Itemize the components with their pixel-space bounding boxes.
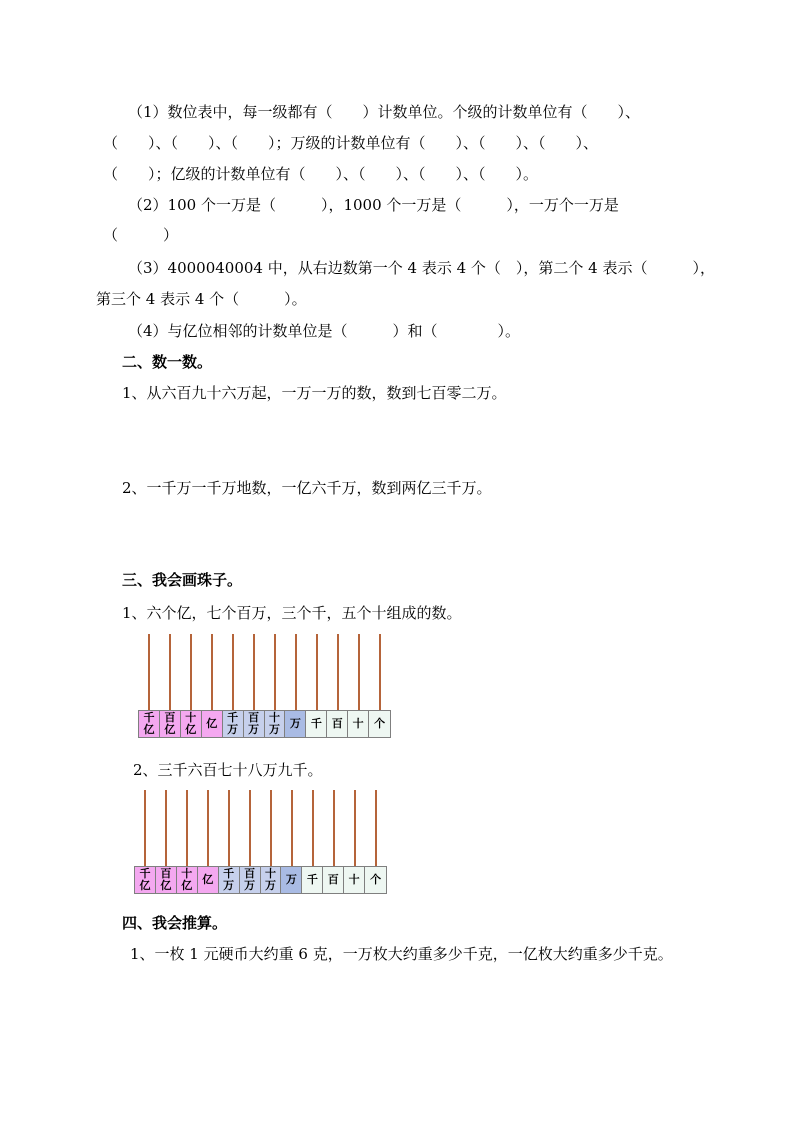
place-value-cell [198,867,219,893]
abacus-rod [291,790,293,866]
abacus-rod [270,790,272,866]
abacus-rod [169,634,171,710]
place-value-cell [327,711,348,737]
place-value-label-bottom: 万 [223,879,235,892]
place-value-label-bottom: 亿 [185,723,197,736]
question-1-line-1: （1）数位表中，每一级都有（ ）计数单位。个级的计数单位有（ ）、 [128,103,641,121]
place-value-cell [244,711,265,737]
abacus-rod [333,790,335,866]
place-value-label-top: 亿 [202,873,214,886]
place-value-label-top: 十 [268,711,280,724]
abacus-rod [207,790,209,866]
abacus-rod [186,790,188,866]
abacus-rod [295,634,297,710]
place-value-cell [365,867,386,893]
place-value-label-bottom: 万 [264,879,276,892]
question-2-line-2: （ ） [103,226,179,244]
abacus-rod [316,634,318,710]
place-value-label-bottom: 亿 [139,879,151,892]
abacus-rod [165,790,167,866]
abacus-rod [232,634,234,710]
question-2-line-1: （2）100 个一万是（ ），1000 个一万是（ ），一万个一万是 [128,196,619,214]
place-value-cell [219,867,240,893]
place-value-cell [348,711,369,737]
abacus-rod [354,790,356,866]
place-value-label-top: 百 [160,867,172,880]
place-value-label-top: 百 [331,717,343,730]
section-4-item-1: 1、一枚 1 元硬币大约重 6 克，一万枚大约重多少千克，一亿枚大约重多少千克。 [130,945,673,963]
place-value-cell [240,867,261,893]
abacus-rod [211,634,213,710]
place-value-label-top: 十 [348,873,360,886]
question-3-line-2: 第三个 4 表示 4 个（ ）。 [96,290,307,308]
section-3-heading: 三、我会画珠子。 [122,571,243,589]
place-value-cell [281,867,302,893]
place-value-label-top: 万 [285,873,297,886]
question-4-line-1: （4）与亿位相邻的计数单位是（ ）和（ ）。 [128,322,521,340]
place-value-label-bottom: 万 [227,723,239,736]
section-3-item-2: 2、三千六百七十八万九千。 [133,761,323,779]
abacus-rod [144,790,146,866]
abacus-rod [190,634,192,710]
place-value-cell [306,711,327,737]
question-1-line-3: （ ）；亿级的计数单位有（ ）、（ ）、（ ）、（ ）。 [103,165,539,183]
place-value-cell [344,867,365,893]
place-value-label-top: 个 [370,873,382,886]
abacus-rod [148,634,150,710]
place-value-label-top: 千 [223,867,235,880]
abacus-rod [358,634,360,710]
place-value-label-bottom: 万 [244,879,256,892]
place-value-label-top: 十 [352,717,364,730]
abacus-rod [337,634,339,710]
section-4-heading: 四、我会推算。 [122,914,228,932]
place-value-cell [302,867,323,893]
place-value-label-bottom: 万 [268,723,280,736]
abacus-rod [375,790,377,866]
place-value-label-bottom: 亿 [181,879,193,892]
abacus-diagram-1 [138,634,390,738]
place-value-cell [181,711,202,737]
place-value-label-top: 百 [248,711,260,724]
place-value-cell [265,711,286,737]
place-value-label-bottom: 亿 [160,879,172,892]
place-value-cell [135,867,156,893]
place-value-cell [261,867,282,893]
place-value-label-bottom: 亿 [164,723,176,736]
place-value-label-top: 十 [264,867,276,880]
abacus-rod [312,790,314,866]
abacus-rod [249,790,251,866]
place-value-label-top: 百 [164,711,176,724]
place-value-label-bottom: 亿 [143,723,155,736]
place-value-label-top: 十 [185,711,197,724]
place-value-cell [139,711,160,737]
place-value-label-top: 千 [306,873,318,886]
place-value-cell [156,867,177,893]
place-value-label-top: 亿 [206,717,218,730]
question-3-line-1: （3）4000040004 中，从右边数第一个 4 表示 4 个（ ），第二个 4 表示（ ）， [128,259,715,277]
abacus-rod [228,790,230,866]
place-value-cell [323,867,344,893]
place-value-row [138,710,391,738]
abacus-diagram-2 [134,790,386,894]
place-value-label-bottom: 万 [248,723,260,736]
place-value-label-top: 千 [139,867,151,880]
place-value-label-top: 个 [374,717,386,730]
section-2-item-2: 2、一千万一千万地数，一亿六千万，数到两亿三千万。 [122,479,492,497]
abacus-rod [274,634,276,710]
abacus-rod [253,634,255,710]
place-value-row [134,866,387,894]
place-value-label-top: 百 [244,867,256,880]
section-2-heading: 二、数一数。 [122,353,213,371]
place-value-cell [223,711,244,737]
section-2-item-1: 1、从六百九十六万起，一万一万的数，数到七百零二万。 [122,384,507,402]
place-value-cell [202,711,223,737]
place-value-label-top: 千 [227,711,239,724]
place-value-cell [285,711,306,737]
place-value-label-top: 百 [327,873,339,886]
abacus-rod [379,634,381,710]
place-value-label-top: 千 [310,717,322,730]
question-1-line-2: （ ）、（ ）、（ ）；万级的计数单位有（ ）、（ ）、（ ）、 [103,134,599,152]
place-value-cell [369,711,390,737]
place-value-cell [160,711,181,737]
place-value-label-top: 十 [181,867,193,880]
place-value-label-top: 万 [289,717,301,730]
place-value-label-top: 千 [143,711,155,724]
section-3-item-1: 1、六个亿，七个百万，三个千，五个十组成的数。 [122,604,462,622]
place-value-cell [177,867,198,893]
